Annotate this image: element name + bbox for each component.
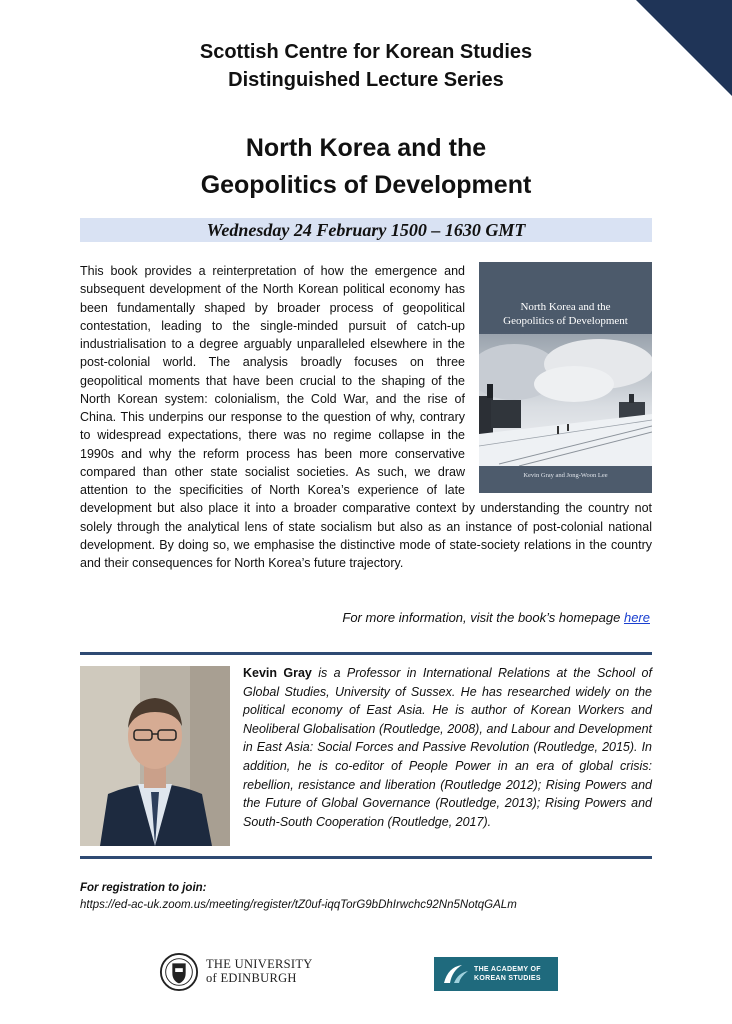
speaker-bio-text: is a Professor in International Relations at the School of Global Studies, University of Sussex. He has researched widely on the political economy of East Asia. He is author of Korean Workers and Neoliberal Globalisation (Routledge, 2008), and Labour and Development in East Asia: Social Forces and Passive Revolution (Routledge, 2015). In addition, he is co-editor of People Power in an era of global crisis: rebellion, resistance and liberation (Routledge 2012); Rising Powers and the Future of Global Governance (Routledge, 2013); Rising Powers and South-South Cooperation (Routledge, 2017). xyxy=(243,666,652,829)
edinburgh-crest-icon xyxy=(158,952,200,992)
edinburgh-logo-line1: THE UNIVERSITY xyxy=(206,957,313,971)
book-cover-title-line1: North Korea and the xyxy=(520,301,611,313)
abstract-section xyxy=(80,262,652,572)
registration-label: For registration to join: xyxy=(80,882,207,894)
aks-emblem-icon xyxy=(440,961,470,987)
aks-logo-line1: THE ACADEMY OF xyxy=(474,966,541,973)
abstract-text: This book provides a reinterpretation of how the emergence and subsequent development of the North Korean political economy has been fundamentally shaped by broader process of geopolitical contestation, leading to the single-minded pursuit of catch-up industrialisation to a degree arguably unparalleled elsewhere in the post-colonial world. The analysis broadly focuses on three geopolitical moments that have been crucial to the shaping of the North Korean system: colonialism, the Cold War, and the rise of China. This underpins our response to the question of why, contrary to widespread expectations, there was no regime collapse in the 1990s and why the reform process has been more conservative compared than other state socialist societies. As such, we draw attention to the specificities of North Korea’s experience of late development but also place it into a broader comparative context by understanding the country not solely through the analytical lens of state socialism but also as an instance of post-colonial national development. By doing so, we emphasise the distinctive mode of state-society relations in the country and their consequences for North Korea’s future trajectory. xyxy=(80,264,652,570)
registration-section xyxy=(80,880,517,914)
more-info-line xyxy=(80,610,650,625)
aks-logo xyxy=(434,957,558,991)
speaker-photo xyxy=(80,666,230,846)
aks-logo-text xyxy=(474,965,541,983)
lecture-title-line1: North Korea and the xyxy=(245,134,487,162)
series-header xyxy=(0,38,732,94)
aks-logo-line2: KOREAN STUDIES xyxy=(474,975,541,982)
edinburgh-logo-text xyxy=(206,957,313,985)
book-cover-title-line2: Geopolitics of Development xyxy=(503,315,628,327)
more-info-text: For more information, visit the book’s homepage xyxy=(342,610,624,625)
book-cover-photo xyxy=(479,334,652,466)
series-name: Distinguished Lecture Series xyxy=(228,69,504,91)
book-homepage-link[interactable]: here xyxy=(623,610,650,625)
speaker-name: Kevin Gray xyxy=(243,666,312,680)
centre-name: Scottish Centre for Korean Studies xyxy=(199,41,533,63)
lecture-title-line2: Geopolitics of Development xyxy=(200,171,532,199)
divider-bottom xyxy=(80,856,652,859)
edinburgh-logo-line2: of EDINBURGH xyxy=(206,971,297,985)
book-cover-authors: Kevin Gray and Jong-Woon Lee xyxy=(523,471,608,479)
event-date: Wednesday 24 February 1500 – 1630 GMT xyxy=(80,218,652,242)
divider-top xyxy=(80,652,652,655)
speaker-bio xyxy=(243,664,652,831)
book-cover-title xyxy=(485,300,646,328)
book-cover xyxy=(479,262,652,493)
registration-url[interactable]: https://ed-ac-uk.zoom.us/meeting/register/tZ0uf-iqqTorG9bDhIrwchc92Nn5NotqGALm xyxy=(80,899,517,911)
lecture-title xyxy=(0,130,732,204)
